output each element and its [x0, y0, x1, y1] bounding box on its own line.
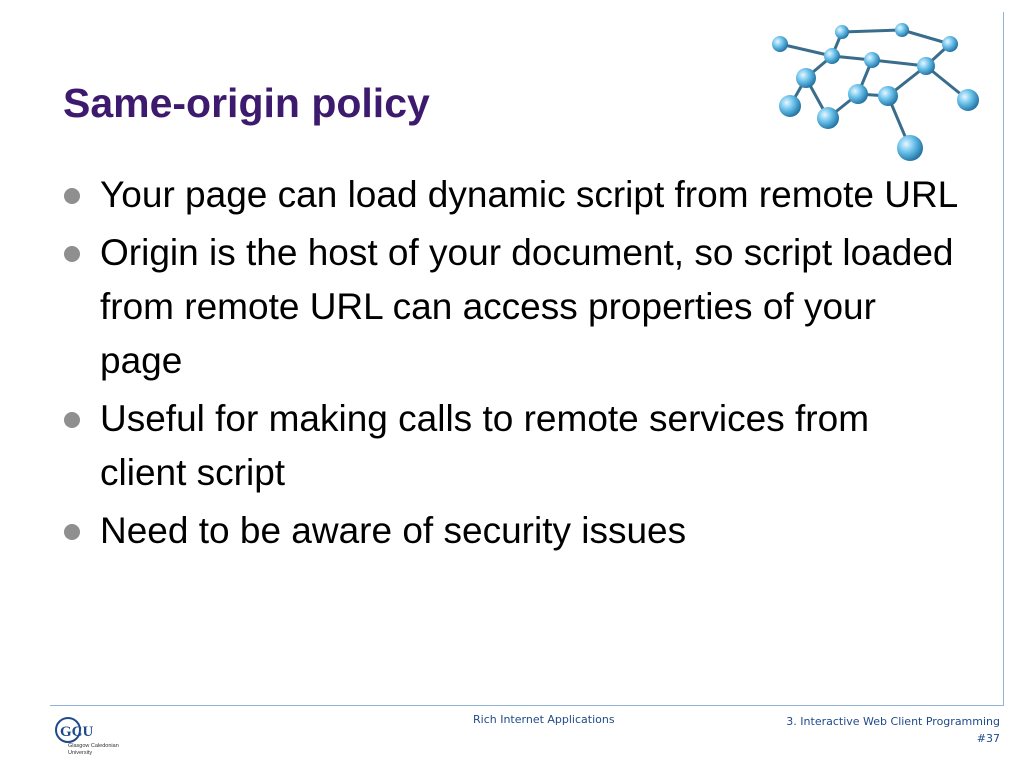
bullet-dot-icon — [64, 246, 80, 262]
bullet-text: Your page can load dynamic script from remote URL — [100, 174, 959, 215]
molecule-network-icon — [760, 16, 990, 176]
bullet-item — [62, 504, 962, 558]
right-border-rule — [1003, 12, 1004, 706]
bullet-text: Need to be aware of security issues — [100, 510, 687, 551]
svg-text:Glasgow Caledonian: Glasgow Caledonian — [68, 743, 119, 749]
footer-module-info — [786, 713, 1000, 747]
bullet-item — [62, 392, 962, 500]
svg-text:GCU: GCU — [60, 724, 94, 740]
bullet-dot-icon — [64, 412, 80, 428]
footer-module-title: 3. Interactive Web Client Programming — [786, 715, 1000, 728]
footer-course-title: Rich Internet Applications — [473, 713, 615, 726]
bullet-list — [62, 168, 962, 562]
footer-divider — [50, 705, 1004, 706]
bullet-text: Origin is the host of your document, so script loaded from remote URL can access properties of your page — [100, 232, 954, 381]
slide-title: Same-origin policy — [63, 80, 430, 126]
slide-number: #37 — [976, 732, 1000, 745]
bullet-dot-icon — [64, 524, 80, 540]
bullet-item — [62, 168, 962, 222]
svg-text:University: University — [68, 750, 93, 756]
bullet-item — [62, 226, 962, 388]
gcu-logo — [54, 714, 124, 758]
bullet-dot-icon — [64, 188, 80, 204]
bullet-text: Useful for making calls to remote services from client script — [100, 398, 870, 493]
